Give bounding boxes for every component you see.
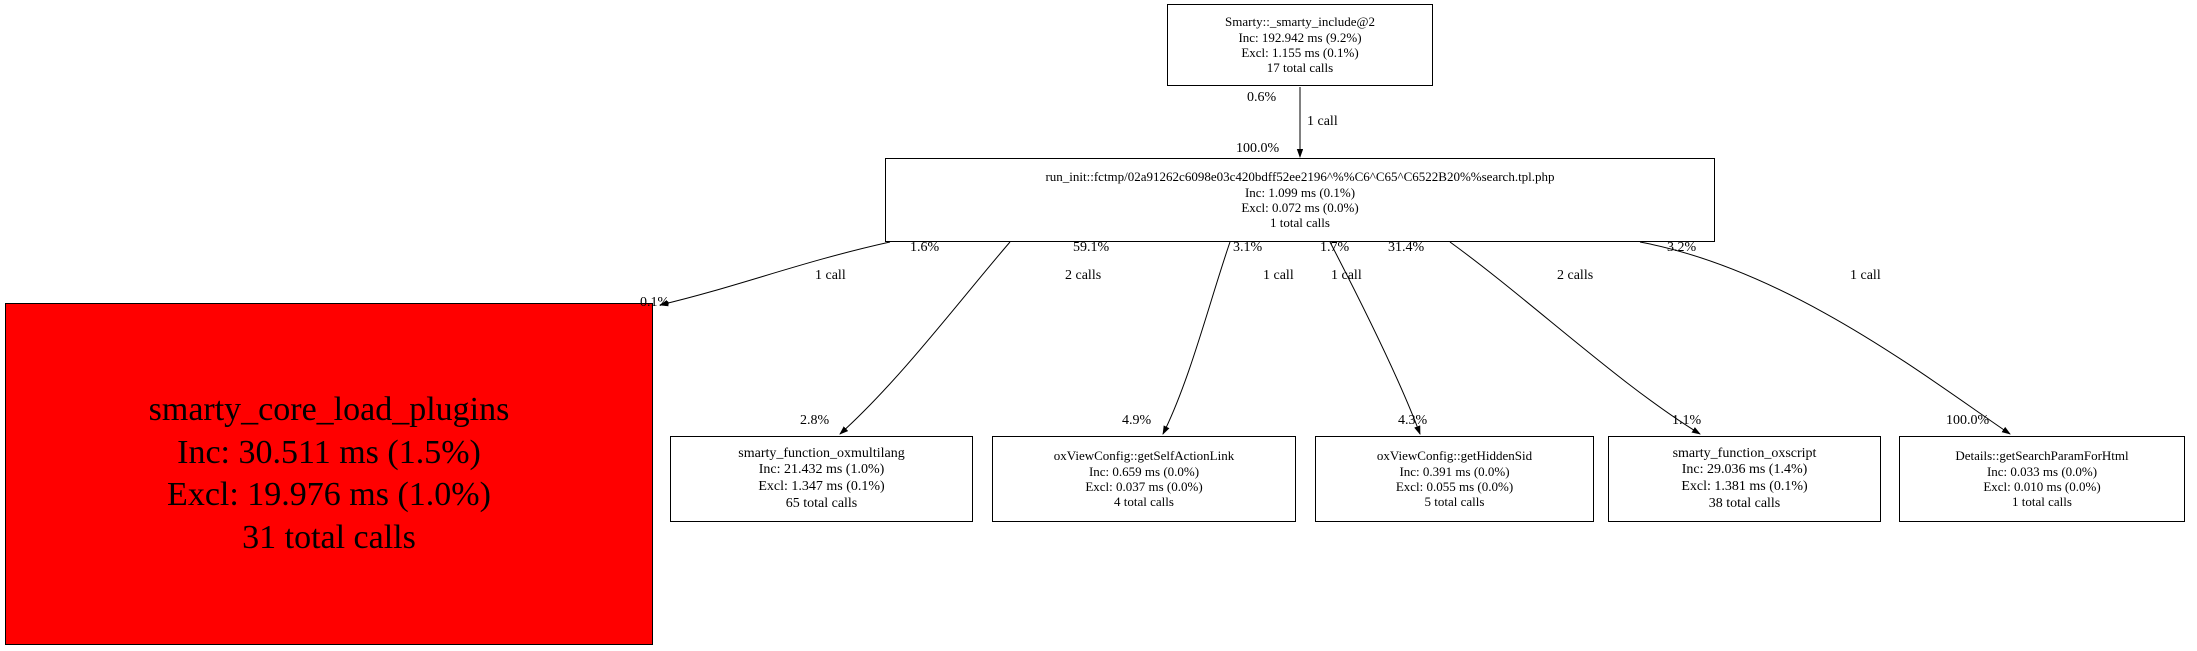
node-oxviewconfig-gethiddensid[interactable] — [1315, 436, 1594, 522]
edge-label-oxscript-pct: 1.1% — [1672, 413, 1702, 428]
node-line: Smarty::_smarty_include@2 — [1225, 14, 1375, 30]
node-line: Details::getSearchParamForHtml — [1955, 448, 2129, 464]
edge-label-selfaction-src-pct: 3.1% — [1233, 240, 1263, 255]
node-line: smarty_function_oxmultilang — [738, 445, 905, 461]
node-line: oxViewConfig::getHiddenSid — [1376, 448, 1533, 464]
edge-label-hiddensid-pct: 4.3% — [1398, 413, 1428, 428]
node-line: Inc: 30.511 ms (1.5%) — [177, 433, 481, 471]
node-line: 1 total calls — [1270, 215, 1330, 231]
edge-label-top-calls: 1 call — [1307, 114, 1338, 129]
node-line: 65 total calls — [785, 495, 858, 511]
edge-label-selfaction-pct: 4.9% — [1122, 413, 1152, 428]
node-line: oxViewConfig::getSelfActionLink — [1053, 448, 1235, 464]
node-line: Excl: 1.155 ms (0.1%) — [1241, 45, 1359, 60]
edge-label-plugins-pct: 0.1% — [640, 295, 670, 310]
edge-label-hiddensid-calls: 1 call — [1331, 268, 1362, 283]
node-line: smarty_function_oxscript — [1672, 445, 1817, 461]
edge-label-oxmultilang-pct: 2.8% — [800, 413, 830, 428]
node-line: 5 total calls — [1424, 494, 1485, 510]
node-line: Inc: 1.099 ms (0.1%) — [1244, 184, 1356, 200]
node-line: Inc: 0.659 ms (0.0%) — [1088, 463, 1200, 479]
node-line: Excl: 0.010 ms (0.0%) — [1983, 479, 2101, 494]
edge-label-oxscript-src-pct: 31.4% — [1388, 240, 1425, 255]
node-line: Excl: 1.381 ms (0.1%) — [1681, 479, 1808, 494]
node-smarty-core-load-plugins[interactable] — [5, 303, 653, 645]
node-line: Inc: 192.942 ms (9.2%) — [1238, 29, 1362, 45]
node-line: Inc: 29.036 ms (1.4%) — [1681, 462, 1808, 478]
edge-label-searchparam-calls: 1 call — [1850, 268, 1881, 283]
edge-label-selfaction-calls: 1 call — [1263, 268, 1294, 283]
edge-label-plugins-src-pct: 1.6% — [910, 240, 940, 255]
node-run-init-fctmp[interactable] — [885, 158, 1715, 242]
node-line: Inc: 0.391 ms (0.0%) — [1399, 463, 1510, 479]
node-details-getsearchparamforhtml[interactable] — [1899, 436, 2185, 522]
node-oxviewconfig-getselfactionlink[interactable] — [992, 436, 1296, 522]
edge-label-hiddensid-src-pct: 1.7% — [1320, 240, 1350, 255]
node-line: smarty_core_load_plugins — [148, 391, 510, 428]
node-line: Excl: 0.037 ms (0.0%) — [1085, 479, 1203, 494]
edge-label-plugins-calls: 1 call — [815, 268, 846, 283]
node-line: Excl: 0.072 ms (0.0%) — [1241, 200, 1359, 215]
node-line: Excl: 19.976 ms (1.0%) — [167, 476, 491, 513]
node-line: Inc: 0.033 ms (0.0%) — [1986, 463, 2098, 479]
edge-label-run-pct: 100.0% — [1236, 141, 1280, 156]
node-line: Excl: 1.347 ms (0.1%) — [758, 479, 885, 494]
node-smarty-function-oxmultilang[interactable] — [670, 436, 973, 522]
edge-label-searchparam-src-pct: 3.2% — [1667, 240, 1697, 255]
node-line: Inc: 21.432 ms (1.0%) — [758, 462, 885, 478]
node-line: Excl: 0.055 ms (0.0%) — [1395, 479, 1514, 494]
node-line: run_init::fctmp/02a91262c6098e03c420bdff52ee2196^%%C6^C65^C6522B20%%search.tpl.php — [1045, 169, 1555, 185]
edge-label-oxmultilang-src-pct: 59.1% — [1073, 240, 1110, 255]
node-line: 1 total calls — [2012, 494, 2072, 510]
node-smarty-function-oxscript[interactable] — [1608, 436, 1881, 522]
node-line: 17 total calls — [1266, 60, 1334, 76]
node-smarty-include[interactable] — [1167, 4, 1433, 86]
node-line: 38 total calls — [1708, 495, 1781, 511]
edge-label-oxscript-calls: 2 calls — [1557, 268, 1594, 283]
node-line: 31 total calls — [242, 518, 416, 556]
edge-label-searchparam-pct: 100.0% — [1946, 413, 1990, 428]
edge-label-top-pct: 0.6% — [1247, 90, 1277, 105]
node-line: 4 total calls — [1114, 494, 1174, 510]
edge-label-oxmultilang-calls: 2 calls — [1065, 268, 1102, 283]
